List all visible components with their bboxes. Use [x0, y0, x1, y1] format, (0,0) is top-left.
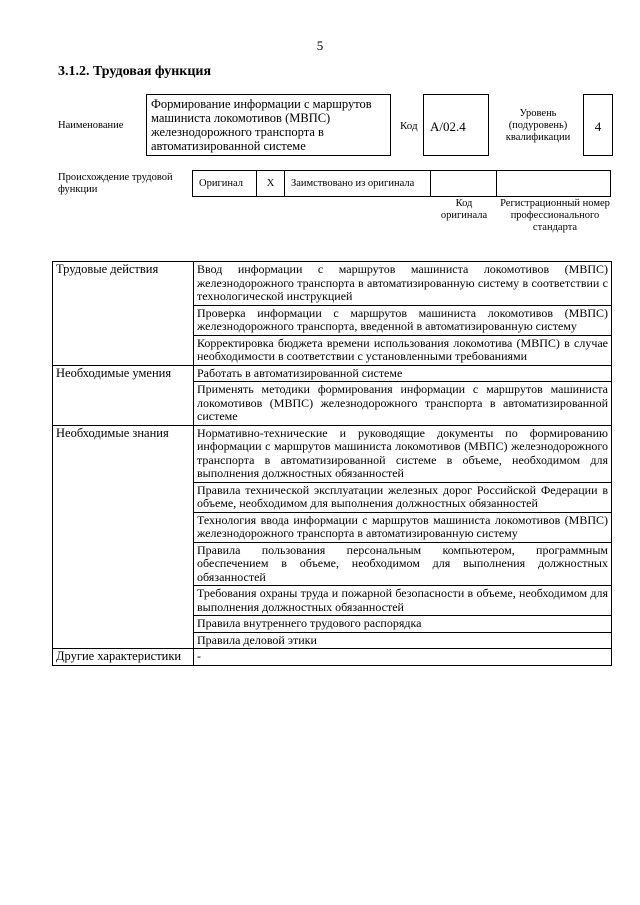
function-name-box: Формирование информации с маршрутов машиниста локомотивов (МВПС) железнодорожного транспорта в автоматизированной системе — [146, 94, 391, 156]
origin-table — [192, 170, 611, 197]
table-cell: Корректировка бюджета времени использования локомотива (МВПС) в случае необходимости в соответствии с установленными требованиями — [194, 335, 612, 365]
table-cell: Технология ввода информации с маршрутов машиниста локомотивов (МВПС) железнодорожного транспорта в автоматизированную систему — [194, 512, 612, 542]
original-label-cell: Оригинал — [193, 171, 257, 197]
table-row — [53, 649, 612, 666]
table-cell: Работать в автоматизированной системе — [194, 365, 612, 382]
name-label: Наименование — [58, 120, 124, 131]
code-label: Код — [400, 120, 418, 132]
table-row — [53, 365, 612, 382]
reg-number-label: Регистрационный номер профессионального стандарта — [500, 198, 610, 233]
table-cell: Правила технической эксплуатации железных дорог Российской Федерации в объеме, необходимом для выполнения должностных обязанностей — [194, 482, 612, 512]
code-value-box: А/02.4 — [423, 94, 489, 156]
table-cell: Применять методики формирования информации с маршрутов машиниста локомотивов (МВПС) железнодорожного транспорта в автоматизированной системе — [194, 382, 612, 426]
section-title: 3.1.2. Трудовая функция — [58, 64, 212, 79]
table-cell: Ввод информации с маршрутов машиниста локомотивов (МВПС) железнодорожного транспорта в автоматизированную систему в соответствии с технологической инструкцией — [194, 262, 612, 306]
table-cell: Проверка информации с маршрутов машиниста локомотивов (МВПС) железнодорожного транспорта, введенной в автоматизированную систему — [194, 305, 612, 335]
table-row — [53, 262, 612, 306]
qualification-level-label: Уровень (подуровень) квалификации — [505, 108, 571, 143]
function-details-table — [52, 261, 612, 666]
table-cell: - — [194, 649, 612, 666]
category-labor-actions: Трудовые действия — [53, 262, 194, 366]
code-original-label: Код оригинала — [440, 198, 488, 221]
page-number: 5 — [316, 38, 324, 53]
table-cell: Правила внутреннего трудового распорядка — [194, 616, 612, 633]
borrowed-label-cell: Заимствовано из оригинала — [285, 171, 431, 197]
code-original-cell — [431, 171, 497, 197]
category-skills: Необходимые умения — [53, 365, 194, 425]
qualification-level-box: 4 — [583, 94, 613, 156]
origin-label: Происхождение трудовой функции — [58, 172, 173, 195]
table-cell: Правила деловой этики — [194, 632, 612, 649]
table-cell: Правила пользования персональным компьютером, программным обеспечением в объеме, необходимом для выполнения должностных обязанностей — [194, 542, 612, 586]
original-mark-cell: X — [257, 171, 285, 197]
category-other: Другие характеристики — [53, 649, 194, 666]
table-cell: Нормативно-технические и руководящие документы по формированию информации с маршрутов машиниста локомотивов (МВПС) железнодорожного транспорта в автоматизированной системе в объеме, необходимом для выполнения должностных обязанностей — [194, 425, 612, 482]
table-cell: Требования охраны труда и пожарной безопасности в объеме, необходимом для выполнения должностных обязанностей — [194, 586, 612, 616]
table-row — [53, 425, 612, 482]
category-knowledge: Необходимые знания — [53, 425, 194, 649]
reg-number-cell — [497, 171, 611, 197]
